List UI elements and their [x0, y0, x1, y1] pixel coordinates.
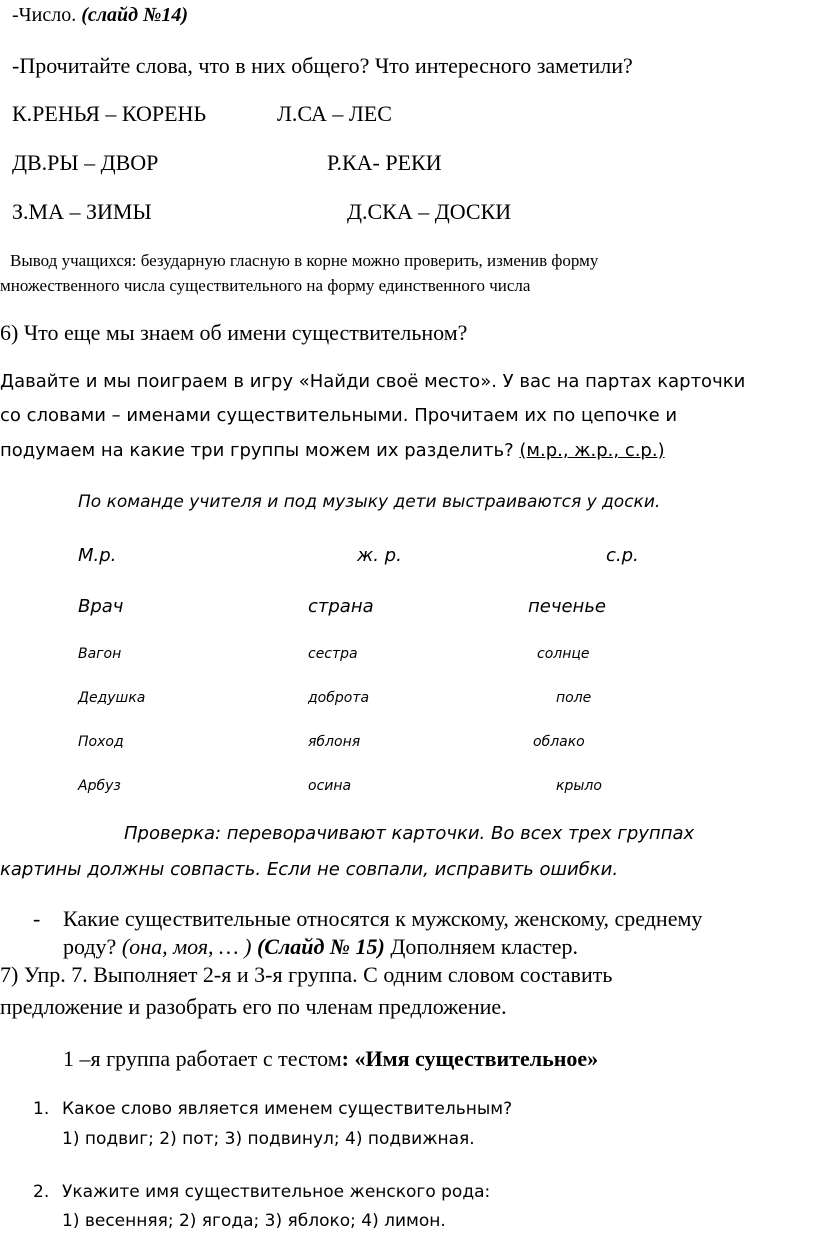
- word-pair-left: ДВ.РЫ – ДВОР: [12, 150, 159, 175]
- word-cell: Арбуз: [78, 778, 121, 794]
- section6-paragraph-line: [0, 440, 665, 461]
- pronoun-examples: (она, моя, … ): [121, 934, 252, 959]
- slide-ref: (слайд №14): [81, 4, 189, 26]
- section7-line: предложение и разобрать его по членам предложение.: [0, 994, 507, 1019]
- conclusion-line: множественного числа существительного на форму единственного числа: [0, 276, 531, 295]
- word-cell: крыло: [556, 778, 602, 794]
- bullet-text: роду?: [63, 934, 122, 959]
- test-question: Укажите имя существительное женского рода:: [62, 1182, 491, 1202]
- section6-heading: 6) Что еще мы знаем об имени существительном?: [0, 320, 468, 345]
- gender-abbreviations: (м.р., ж.р., с.р.): [519, 440, 665, 461]
- intro-question: -Прочитайте слова, что в них общего? Что интересного заметили?: [12, 53, 633, 78]
- test-question-number: 2.: [33, 1182, 50, 1202]
- word-pair-right: Д.СКА – ДОСКИ: [347, 199, 512, 224]
- test-options: 1) подвиг; 2) пот; 3) подвинул; 4) подвижная.: [62, 1129, 475, 1149]
- check-line: Проверка: переворачивают карточки. Во всех трех группах: [124, 823, 695, 844]
- bullet-text: Дополняем кластер.: [384, 934, 578, 959]
- paragraph-text: подумаем на какие три группы можем их разделить?: [0, 440, 520, 461]
- word-cell: страна: [308, 596, 374, 617]
- intro-prefix: -Число.: [12, 4, 77, 26]
- section6-paragraph-line: со словами – именами существительными. Прочитаем их по цепочке и: [0, 405, 678, 426]
- conclusion-line: Вывод учащихся: безударную гласную в корне можно проверить, изменив форму: [10, 251, 599, 270]
- intro-line: [12, 4, 188, 27]
- word-cell: печенье: [528, 596, 607, 617]
- test-title: : «Имя существительное»: [341, 1046, 599, 1071]
- word-cell: доброта: [308, 690, 370, 706]
- section7-line: 7) Упр. 7. Выполняет 2-я и 3-я группа. С одним словом составить: [0, 962, 613, 987]
- word-cell: осина: [308, 778, 352, 794]
- word-pair-left: З.МА – ЗИМЫ: [12, 199, 152, 224]
- test-question: Какое слово является именем существительным?: [62, 1099, 513, 1119]
- group1-text: 1 –я группа работает с тестом: [63, 1046, 342, 1071]
- bullet-line: Какие существительные относятся к мужскому, женскому, среднему: [63, 906, 703, 931]
- teacher-instruction: По команде учителя и под музыку дети выстраиваются у доски.: [78, 492, 661, 512]
- word-pair-right: Р.КА- РЕКИ: [327, 150, 442, 175]
- bullet-line: [63, 934, 578, 960]
- slide-ref: (Слайд № 15): [251, 934, 385, 959]
- word-pair-left: К.РЕНЬЯ – КОРЕНЬ: [12, 101, 207, 126]
- test-options: 1) весенняя; 2) ягода; 3) яблоко; 4) лимон.: [62, 1211, 446, 1231]
- test-question-number: 1.: [33, 1099, 50, 1119]
- column-header-neuter: с.р.: [606, 545, 639, 566]
- word-pair-right: Л.СА – ЛЕС: [277, 101, 392, 126]
- check-line: картины должны совпасть. Если не совпали, исправить ошибки.: [0, 859, 619, 880]
- word-cell: сестра: [308, 646, 358, 662]
- word-cell: солнце: [537, 646, 590, 662]
- bullet-dash: -: [33, 906, 41, 931]
- section6-paragraph-line: Давайте и мы поиграем в игру «Найди своё место». У вас на партах карточки: [0, 371, 746, 392]
- word-cell: Вагон: [78, 646, 122, 662]
- word-cell: поле: [556, 690, 592, 706]
- word-cell: яблоня: [308, 734, 361, 750]
- column-header-feminine: ж. р.: [357, 545, 402, 566]
- word-cell: облако: [533, 734, 585, 750]
- word-cell: Врач: [78, 596, 124, 617]
- group1-line: [63, 1046, 598, 1072]
- word-cell: Дедушка: [78, 690, 146, 706]
- word-cell: Поход: [78, 734, 124, 750]
- column-header-masculine: М.р.: [78, 545, 117, 566]
